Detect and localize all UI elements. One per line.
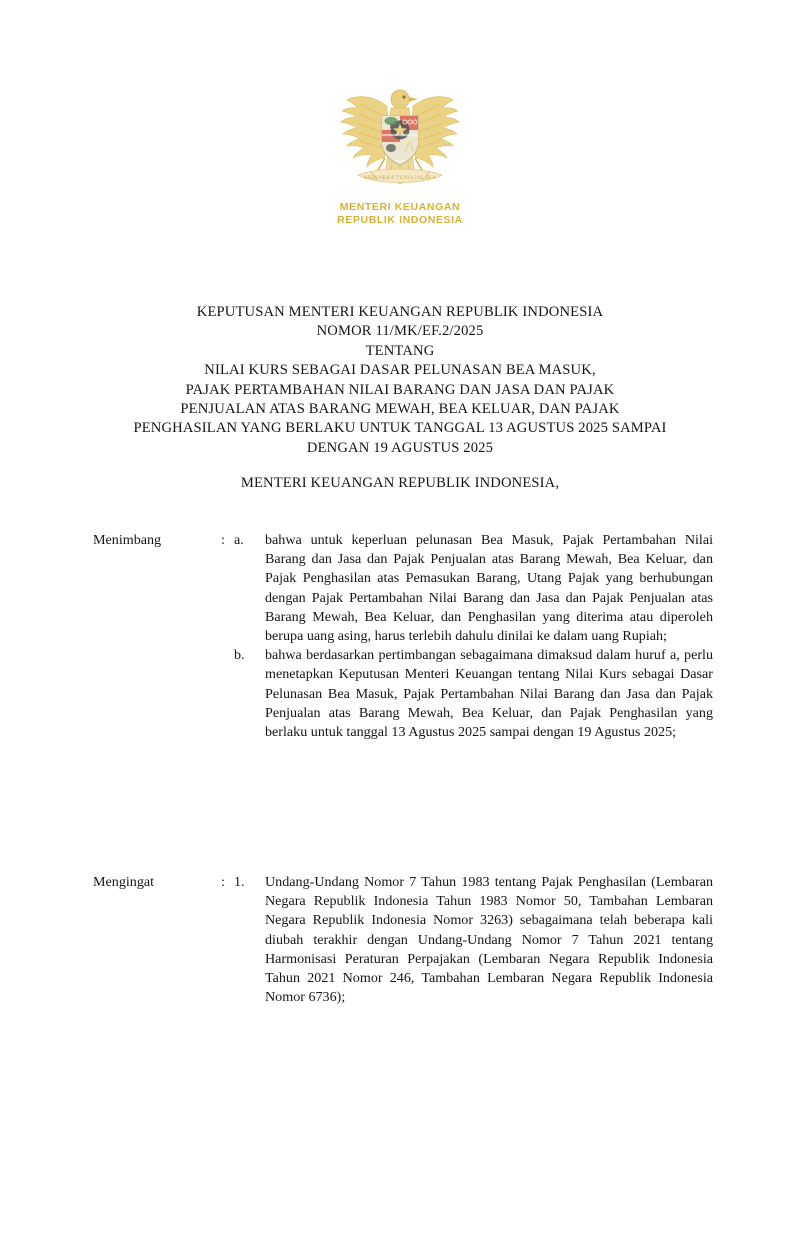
clause-menimbang: [93, 531, 713, 742]
clause-item: [234, 646, 713, 742]
clause-item-text: Undang-Undang Nomor 7 Tahun 1983 tentang Pajak Penghasilan (Lembaran Negara Republik Indonesia Tahun 1983 Nomor 50, Tambahan Lembaran Negara Republik Indonesia Nomor 3263) sebagaimana telah beberapa kali diubah terakhir dengan Undang-Undang Nomor 7 Tahun 2021 tentang Harmonisasi Peraturan Perpajakan (Lembaran Negara Republik Indonesia Tahun 2021 Nomor 246, Tambahan Lembaran Negara Republik Indonesia Nomor 6736);: [265, 874, 713, 1006]
clause-mengingat-items: [234, 873, 713, 1007]
title-line-4: NILAI KURS SEBAGAI DASAR PELUNASAN BEA MASUK,: [204, 362, 596, 379]
signatory-heading: MENTERI KEUANGAN REPUBLIK INDONESIA,: [240, 475, 560, 491]
clause-item: [234, 531, 713, 646]
emblem-wrapper: [325, 72, 475, 226]
svg-text:BHINNEKA TUNGGAL IKA: BHINNEKA TUNGGAL IKA: [363, 175, 437, 181]
emblem-caption: [325, 201, 475, 226]
title-line-6: PENJUALAN ATAS BARANG MEWAH, BEA KELUAR, DAN PAJAK: [180, 401, 620, 418]
clause-item-text: bahwa untuk keperluan pelunasan Bea Masuk, Pajak Pertambahan Nilai Barang dan Jasa dan Pajak Penjualan atas Barang Mewah, Bea Keluar, dan Pajak Penghasilan atas Pemasukan Barang, Utang Pajak yang berhubungan dengan Pajak Pertambahan Nilai Barang dan Jasa dan Pajak Penjualan atas Barang Mewah, Bea Keluar, dan Penghasilan yang diterima atau diperoleh berupa uang asing, harus terlebih dahulu dinilai ke dalam uang Rupiah;: [265, 532, 713, 645]
clause-item-marker: 1.: [234, 874, 245, 890]
clause-mengingat-colon: :: [221, 874, 225, 890]
clause-mengingat-row: [93, 873, 713, 1007]
clause-menimbang-colon: :: [221, 532, 225, 548]
title-line-1: KEPUTUSAN MENTERI KEUANGAN REPUBLIK INDONESIA: [196, 304, 604, 320]
clause-item-text: bahwa berdasarkan pertimbangan sebagaimana dimaksud dalam huruf a, perlu menetapkan Keputusan Menteri Keuangan tentang Nilai Kurs sebagai Dasar Pelunasan Bea Masuk, Pajak Pertambahan Nilai Barang dan Jasa dan Pajak Penjualan atas Barang Mewah, Bea Keluar, dan Pajak Penghasilan yang berlaku untuk tanggal 13 Agustus 2025 sampai dengan 19 Agustus 2025;: [265, 647, 713, 741]
clause-mengingat: [93, 873, 713, 1007]
title-line-5: PAJAK PERTAMBAHAN NILAI BARANG DAN JASA DAN PAJAK: [185, 381, 615, 398]
clause-mengingat-label: Mengingat: [93, 874, 155, 890]
clause-item: [234, 873, 713, 1007]
document-number: NOMOR 11/MK/EF.2/2025: [316, 323, 484, 340]
clause-item-marker: a.: [234, 532, 244, 548]
emblem-caption-line-1: MENTERI KEUANGAN: [339, 201, 461, 213]
title-line-7: PENGHASILAN YANG BERLAKU UNTUK TANGGAL 13 AGUSTUS 2025 SAMPAI: [133, 420, 667, 437]
garuda-pancasila-emblem-icon: [325, 72, 475, 200]
title-line-tentang: TENTANG: [365, 342, 435, 359]
document-title-block: [40, 303, 760, 458]
document-header-emblem: [0, 72, 800, 228]
title-line-8: DENGAN 19 AGUSTUS 2025: [306, 439, 494, 456]
clause-menimbang-label: Menimbang: [93, 532, 162, 548]
clause-item-marker: b.: [234, 647, 245, 664]
clause-menimbang-row: [93, 531, 713, 742]
emblem-caption-line-2: REPUBLIK INDONESIA: [337, 213, 463, 226]
clause-menimbang-items: [234, 531, 713, 742]
